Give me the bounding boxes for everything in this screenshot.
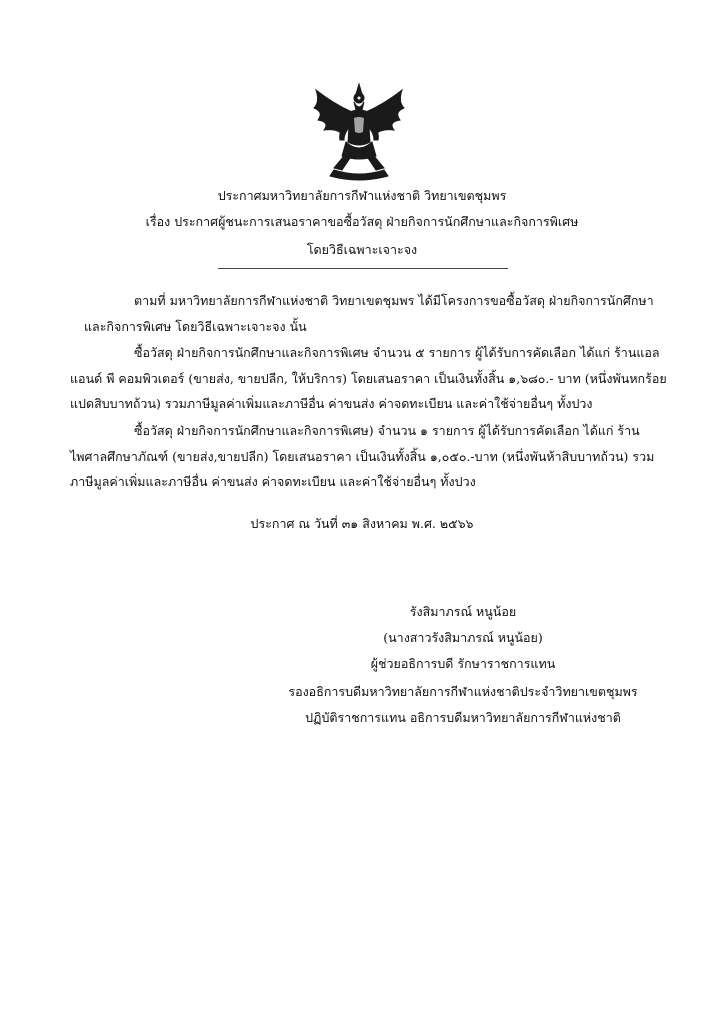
item1-paragraph xyxy=(70,340,667,417)
announcement-method: โดยวิธีเฉพาะเจาะจง xyxy=(306,242,418,257)
item2-paragraph xyxy=(70,418,655,495)
item1-line: แปดสิบบาทถ้วน) รวมภาษีมูลค่าเพิ่มและภาษีอื่น ค่าขนส่ง ค่าจดทะเบียน และค่าใช้จ่ายอื่นๆ ทั้งปวง xyxy=(70,396,593,411)
item2-line: ซื้อวัสดุ ฝ่ายกิจการนักศึกษาและกิจการพิเศษ) จำนวน ๑ รายการ ผู้ได้รับการคัดเลือก ได้แก่ ร้าน xyxy=(134,423,640,438)
item2-line: ไพศาลศึกษาภัณฑ์ (ขายส่ง,ขายปลีก) โดยเสนอราคา เป็นเงินทั้งสิ้น ๑,๐๕๐.-บาท (หนึ่งพันห้าสิบบาทถ้วน) รวม xyxy=(70,448,655,464)
garuda-emblem-icon xyxy=(304,82,414,182)
announcement-title: ประกาศมหาวิทยาลัยการกีฬาแห่งชาติ วิทยาเขตชุมพร xyxy=(217,188,507,203)
signer-full-name: (นางสาวรังสิมาภรณ์ หนูน้อย) xyxy=(383,630,543,645)
item1-line: ซื้อวัสดุ ฝ่ายกิจการนักศึกษาและกิจการพิเศษ จำนวน ๕ รายการ ผู้ได้รับการคัดเลือก ได้แก่ ร้านแอล xyxy=(134,345,660,360)
intro-paragraph xyxy=(84,288,654,339)
signed-name: รังสิมาภรณ์ หนูน้อย xyxy=(409,604,517,619)
announcement-date: ประกาศ ณ วันที่ ๓๑ สิงหาคม พ.ศ. ๒๕๖๖ xyxy=(250,516,474,531)
divider xyxy=(218,268,508,269)
item1-line: แอนด์ พี คอมพิวเตอร์ (ขายส่ง, ขายปลีก, ให้บริการ) โดยเสนอราคา เป็นเงินทั้งสิ้น ๑,๖๘๐.- บาท (หนึ่งพันหกร้อย xyxy=(70,370,667,386)
signer-position-2: รองอธิการบดีมหาวิทยาลัยการกีฬาแห่งชาติประจำวิทยาเขตชุมพร xyxy=(288,684,638,699)
intro-line: ตามที่ มหาวิทยาลัยการกีฬาแห่งชาติ วิทยาเขตชุมพร ได้มีโครงการขอซื้อวัสดุ ฝ่ายกิจการนักศึกษา xyxy=(134,293,654,308)
signer-position-1: ผู้ช่วยอธิการบดี รักษาราชการแทน xyxy=(370,656,556,671)
intro-line: และกิจการพิเศษ โดยวิธีเฉพาะเจาะจง นั้น xyxy=(84,318,307,334)
item2-line: ภาษีมูลค่าเพิ่มและภาษีอื่น ค่าขนส่ง ค่าจดทะเบียน และค่าใช้จ่ายอื่นๆ ทั้งปวง xyxy=(70,474,476,489)
announcement-subject: เรื่อง ประกาศผู้ชนะการเสนอราคาขอซื้อวัสดุ ฝ่ายกิจการนักศึกษาและกิจการพิเศษ xyxy=(145,214,579,229)
signer-position-3: ปฏิบัติราชการแทน อธิการบดีมหาวิทยาลัยการกีฬาแห่งชาติ xyxy=(305,710,621,725)
